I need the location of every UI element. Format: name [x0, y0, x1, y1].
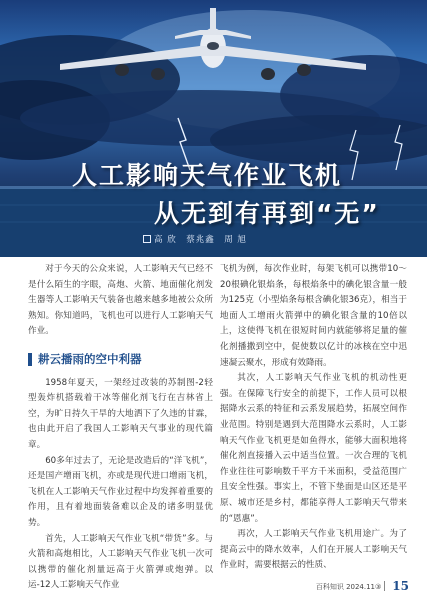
author-byline [143, 233, 247, 245]
article-column-right [220, 262, 407, 574]
article-title-line2: 从无到有再到“无” [154, 199, 380, 228]
paragraph: 飞机为例，每次作业时，每架飞机可以携带10～20根碘化银焰条，每根焰条中的碘化银含量一般为125克（小型焰条每根含碘化银36克），相当于地面人工增雨火箭弹中的碘化银含量的10倍以上，这使得飞机在很短时间内就能够将足量的催化剂播撒到空中，促使数以亿计的冰核在空中迅速凝云聚水，形成有效降雨。 [220, 264, 407, 368]
section-heading: 耕云播雨的空中利器 [28, 352, 213, 368]
paragraph: 其次，人工影响天气作业飞机的机动性更强。在保障飞行安全的前提下，工作人员可以根据降水云系的特征和云系发展趋势，拓展空间作业范围。特别是遇到大范围降水云系时，人工影响天气作业飞机更是如鱼得水，能够大面积地将催化剂直接播入云中适当位置。一次合理的飞机作业往往可影响数千平方千米面积，受益范围广且安全性强。事实上，不管下垫面是山区还是平原、城市还是乡村，都能享得人工影响天气带来的“恩惠”。 [220, 373, 407, 524]
paragraph: 再次，人工影响天气作业飞机用途广。为了提高云中的降水效率，人们在开展人工影响天气作业时，需要根据云的性质、 [220, 529, 407, 571]
hero-banner [0, 0, 427, 257]
article-column-left [28, 262, 213, 594]
square-icon [143, 235, 151, 243]
paragraph: 首先，人工影响天气作业飞机“带货”多。与火箭和高炮相比，人工影响天气作业飞机一次可以携带的催化剂量远高于火箭弹或炮弹。以运-12人工影响天气作业 [28, 533, 213, 591]
paragraph: 1958年夏天，一架经过改装的苏制图-2轻型轰炸机搭载着干冰等催化剂飞行在吉林省上空，为旷日持久干旱的大地洒下了久违的甘霖，也由此开启了我国人工影响天气事业的现代篇章。 [28, 377, 213, 450]
page-number: 15 [392, 579, 409, 593]
journal-issue: 百科知识 2024.11③ [315, 583, 382, 591]
page-footer [316, 579, 409, 593]
paragraph: 60多年过去了，无论是改造后的“洋飞机”，还是国产增雨飞机，亦或是现代进口增雨飞机，飞机在人工影响天气作业过程中均发挥着重要的作用，且有着地面装备难以企及的诸多明显优势。 [28, 455, 213, 528]
divider [384, 581, 385, 591]
article-title-line1: 人工影响天气作业飞机 [72, 161, 343, 190]
author-names: 高 欣 蔡兆鑫 周 旭 [154, 235, 247, 245]
paragraph: 对于今天的公众来说，人工影响天气已经不是什么陌生的字眼，高炮、火箭、地面催化剂发生器等人工影响天气装备也越来越多地被公众所熟知。你知道吗，飞机也可以进行人工影响天气作业。 [28, 264, 213, 337]
